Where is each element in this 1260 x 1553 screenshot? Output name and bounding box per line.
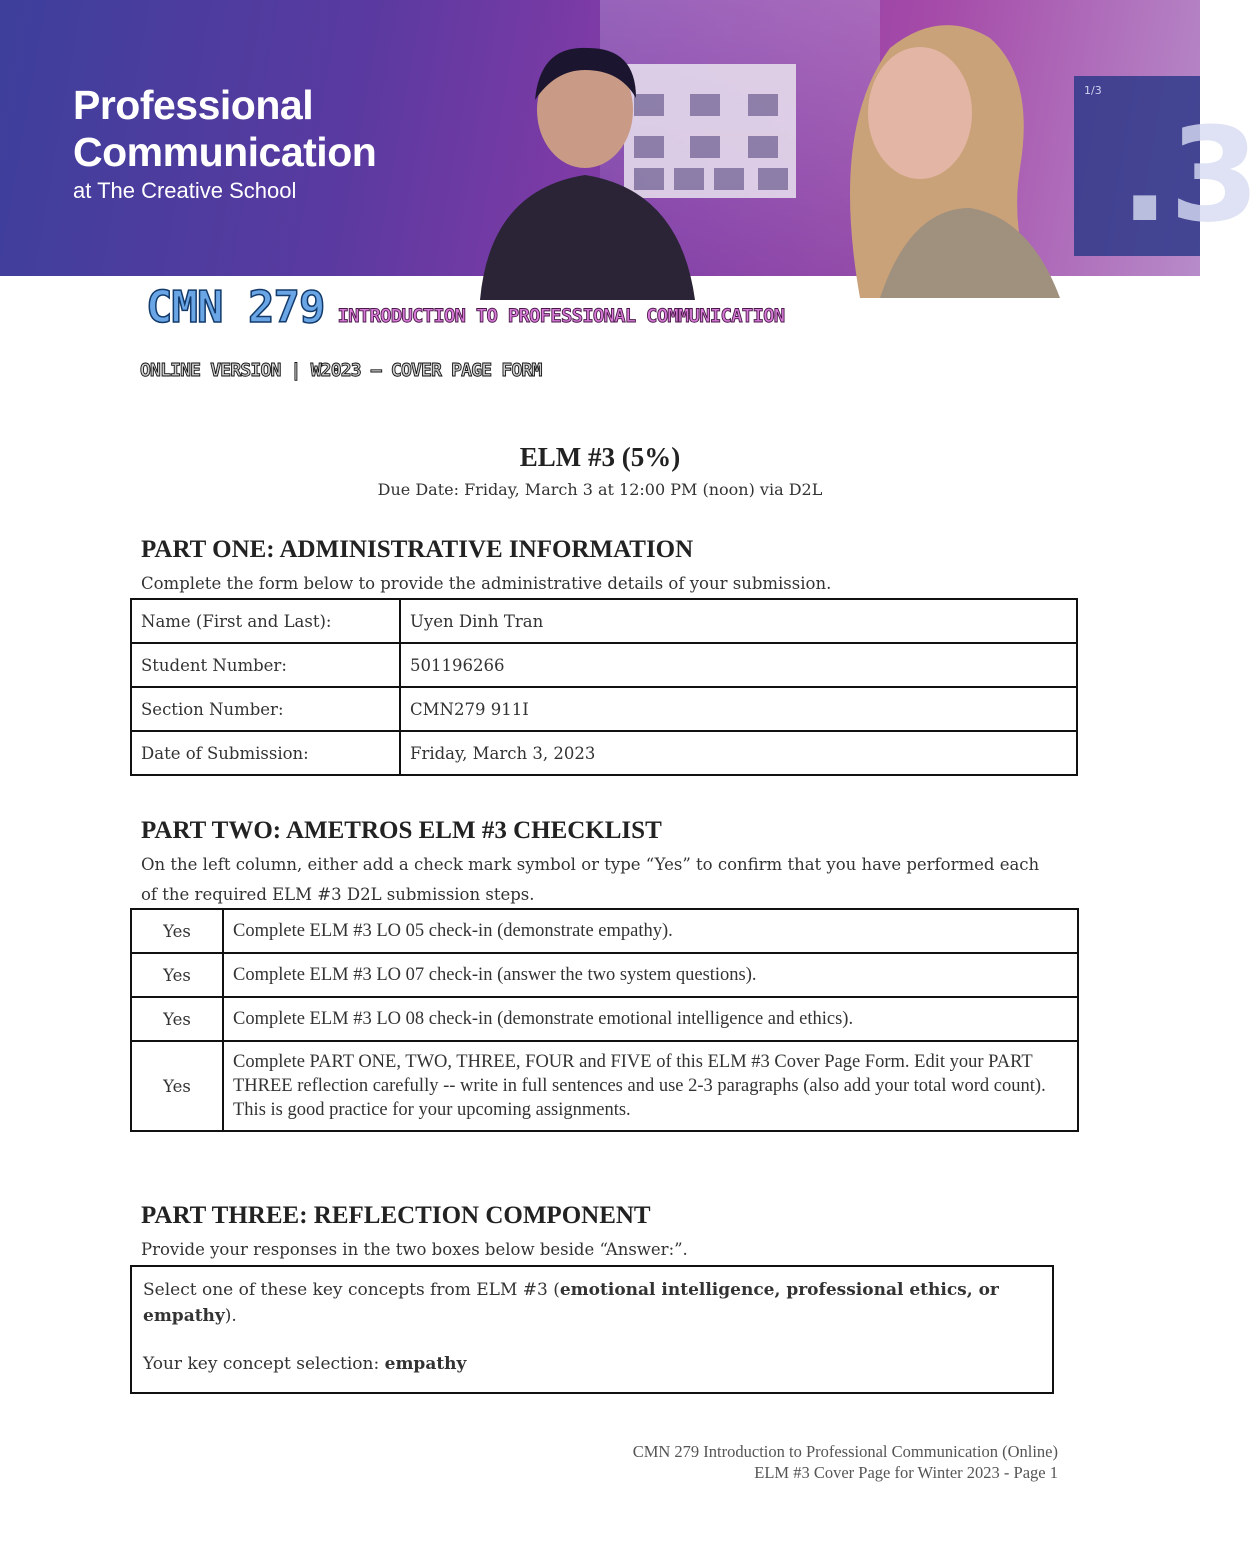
field-label: Section Number:	[131, 687, 400, 731]
checklist-task: Complete ELM #3 LO 05 check-in (demonstrate empathy).	[223, 909, 1078, 953]
banner-panel-label: 1/3	[1084, 84, 1102, 97]
banner-panel-number: .3	[1120, 99, 1260, 251]
checklist-mark[interactable]: Yes	[131, 909, 223, 953]
part-one-description: Complete the form below to provide the administrative details of your submission.	[141, 574, 832, 593]
checklist-table	[130, 908, 1079, 1132]
table-row	[131, 1041, 1078, 1131]
part-three-heading: PART THREE: REFLECTION COMPONENT	[141, 1202, 651, 1229]
banner-title-line2: Communication	[73, 129, 377, 175]
section-number-field[interactable]: CMN279 911I	[400, 687, 1077, 731]
prompt-lead: Select one of these key concepts from ELM #3 (	[143, 1280, 560, 1300]
banner-person-left-image	[460, 40, 710, 300]
header-banner	[0, 0, 1260, 276]
admin-info-table	[130, 598, 1078, 776]
prompt-concepts: emotional intelligence, professional ethics, or empathy	[143, 1280, 999, 1326]
banner-person-right-image	[820, 8, 1080, 298]
part-two-heading: PART TWO: AMETROS ELM #3 CHECKLIST	[141, 817, 662, 844]
field-label: Student Number:	[131, 643, 400, 687]
table-row	[131, 997, 1078, 1041]
banner-subtitle: at The Creative School	[73, 178, 297, 203]
submission-date-field[interactable]: Friday, March 3, 2023	[400, 731, 1077, 775]
part-three-description: Provide your responses in the two boxes below beside “Answer:”.	[141, 1240, 688, 1259]
selection-label: Your key concept selection:	[143, 1354, 385, 1374]
banner-title	[73, 82, 376, 176]
checklist-task: Complete PART ONE, TWO, THREE, FOUR and FIVE of this ELM #3 Cover Page Form. Edit your PART THREE reflection carefully -- write in full sentences and use 2-3 paragraphs (also add your total word count). This is good practice for your upcoming assignments.	[223, 1041, 1078, 1131]
table-row	[131, 687, 1077, 731]
student-number-field[interactable]: 501196266	[400, 643, 1077, 687]
assignment-title: ELM #3 (5%)	[519, 442, 681, 472]
footer-page: ELM #3 Cover Page for Winter 2023 - Page 1	[754, 1463, 1058, 1482]
course-name: INTRODUCTION TO PROFESSIONAL COMMUNICATION	[337, 305, 785, 327]
checklist-task: Complete ELM #3 LO 07 check-in (answer the two system questions).	[223, 953, 1078, 997]
page-footer	[633, 1441, 1058, 1483]
field-label: Name (First and Last):	[131, 599, 400, 643]
part-two-description: On the left column, either add a check mark symbol or type “Yes” to confirm that you have performed each of the required ELM #3 D2L submission steps.	[141, 855, 1040, 904]
checklist-mark[interactable]: Yes	[131, 953, 223, 997]
key-concept-selection	[143, 1351, 1042, 1377]
part-one-heading: PART ONE: ADMINISTRATIVE INFORMATION	[141, 536, 694, 563]
table-row	[131, 731, 1077, 775]
table-row	[131, 643, 1077, 687]
name-field[interactable]: Uyen Dinh Tran	[400, 599, 1077, 643]
due-date: Due Date: Friday, March 3 at 12:00 PM (noon) via D2L	[377, 480, 823, 499]
key-concept-box[interactable]	[130, 1265, 1054, 1394]
version-line: ONLINE VERSION | W2023 – COVER PAGE FORM	[140, 360, 542, 381]
course-code: CMN 279	[146, 282, 325, 333]
banner-title-line1: Professional	[73, 82, 314, 128]
footer-course: CMN 279 Introduction to Professional Communication (Online)	[632, 1442, 1058, 1461]
selection-value[interactable]: empathy	[384, 1354, 467, 1374]
field-label: Date of Submission:	[131, 731, 400, 775]
checklist-mark[interactable]: Yes	[131, 1041, 223, 1131]
table-row	[131, 953, 1078, 997]
prompt-tail: ).	[224, 1306, 237, 1326]
course-title-line	[146, 282, 784, 333]
key-concept-prompt	[143, 1277, 1042, 1329]
checklist-task: Complete ELM #3 LO 08 check-in (demonstrate emotional intelligence and ethics).	[223, 997, 1078, 1041]
table-row	[131, 909, 1078, 953]
table-row	[131, 599, 1077, 643]
checklist-mark[interactable]: Yes	[131, 997, 223, 1041]
